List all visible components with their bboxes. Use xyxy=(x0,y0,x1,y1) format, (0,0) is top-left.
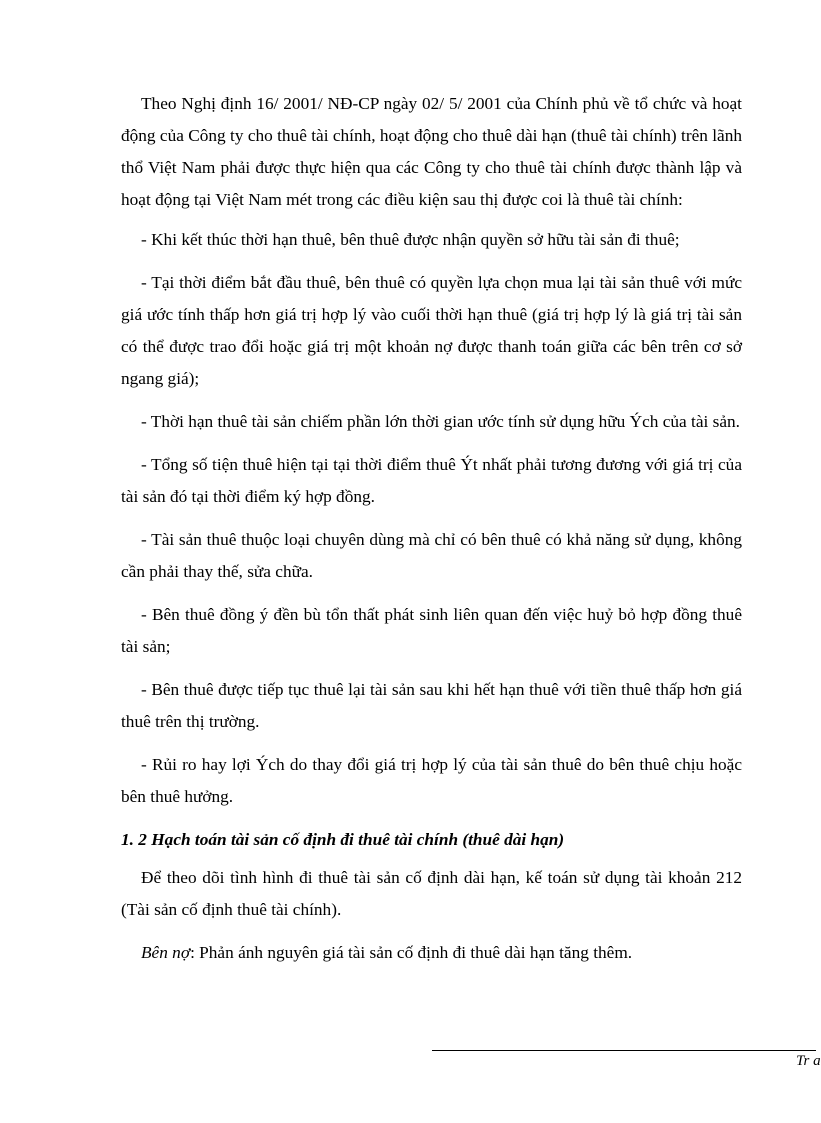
section-heading: 1. 2 Hạch toán tài sản cố định đi thuê tài chính (thuê dài hạn) xyxy=(121,830,565,849)
condition-item: - Thời hạn thuê tài sản chiếm phần lớn thời gian ước tính sử dụng hữu Ých của tài sản. xyxy=(141,412,740,431)
intro-paragraph: Theo Nghị định 16/ 2001/ NĐ-CP ngày 02/ 5/ 2001 của Chính phủ về tổ chức và hoạt động của Công ty cho thuê tài chính, hoạt động cho thuê dài hạn (thuê tài chính) trên lãnh thổ Việt Nam phải được thực hiện qua các Công ty cho thuê tài chính được thành lập và hoạt động tại Việt Nam mét trong các điều kiện sau thị được coi là thuê tài chính: xyxy=(121,94,742,209)
debit-paragraph xyxy=(121,937,742,969)
condition-item: - Bên thuê đồng ý đền bù tổn thất phát sinh liên quan đến việc huỷ bỏ hợp đồng thuê tài sản; xyxy=(121,605,742,656)
condition-item: - Tổng số tiện thuê hiện tại tại thời điểm thuê Ýt nhất phải tương đương với giá trị của tài sản đó tại thời điểm ký hợp đồng. xyxy=(121,455,742,506)
condition-item: - Khi kết thúc thời hạn thuê, bên thuê được nhận quyền sở hữu tài sản đi thuê; xyxy=(141,230,680,249)
debit-label: Bên nợ xyxy=(141,943,191,962)
section-paragraph: Để theo dõi tình hình đi thuê tài sản cố định dài hạn, kế toán sử dụng tài khoản 212 (Tài sản cố định thuê tài chính). xyxy=(121,868,742,919)
footer-divider xyxy=(432,1050,816,1051)
page-footer-label: Tr a xyxy=(796,1053,821,1069)
debit-text: : Phản ánh nguyên giá tài sản cố định đi thuê dài hạn tăng thêm. xyxy=(190,943,633,962)
condition-item: - Rủi ro hay lợi Ých do thay đổi giá trị hợp lý của tài sản thuê do bên thuê chịu hoặc bên thuê hưởng. xyxy=(121,755,742,806)
condition-item: - Tài sản thuê thuộc loại chuyên dùng mà chỉ có bên thuê có khả năng sử dụng, không cần phải thay thế, sửa chữa. xyxy=(121,530,742,581)
document-body xyxy=(121,88,742,980)
condition-item: - Bên thuê được tiếp tục thuê lại tài sản sau khi hết hạn thuê với tiền thuê thấp hơn giá thuê trên thị trường. xyxy=(121,680,742,731)
condition-item: - Tại thời điểm bắt đầu thuê, bên thuê có quyền lựa chọn mua lại tài sản thuê với mức giá ước tính thấp hơn giá trị hợp lý vào cuối thời hạn thuê (giá trị hợp lý là giá trị tài sản có thể được trao đổi hoặc giá trị một khoản nợ được thanh toán giữa các bên trên cơ sở ngang giá); xyxy=(121,273,742,388)
